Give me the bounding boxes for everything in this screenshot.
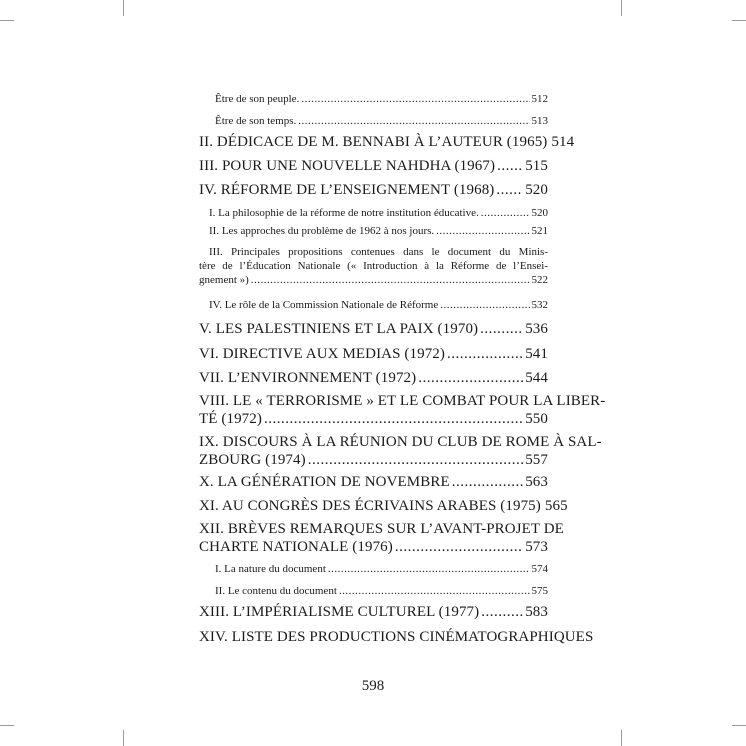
toc-entry [199,181,548,199]
crop-mark-top-left [123,0,124,16]
toc-page-number: 583 [525,604,548,620]
toc-page-number: 575 [531,585,548,597]
toc-entry-title: V. LES PALESTINIENS ET LA PAIX (1970) [199,321,479,337]
dot-leader [480,320,523,338]
toc-page-number: 550 [525,411,548,427]
toc-page-number: 521 [531,225,548,237]
toc-entry [199,206,548,220]
toc-entry-title: I. La philosophie de la réforme de notre institution éducative. [209,207,479,219]
toc-page-number: 512 [531,93,548,105]
toc-entry [199,497,568,515]
toc-entry-title: II. Le contenu du document [215,585,337,597]
crop-mark-right-bottom [732,725,746,726]
toc-entry [199,603,548,621]
crop-mark-right-top [732,20,746,21]
toc-entry [199,628,594,646]
crop-mark-top-right [621,0,622,16]
toc-entry-title: VII. L’ENVIRONNEMENT (1972) [199,370,417,386]
toc-entry-title: VI. DIRECTIVE AUX MEDIAS (1972) [199,346,445,362]
dot-leader [481,603,523,621]
toc-entry-title: XI. AU CONGRÈS DES ÉCRIVAINS ARABES (1975) [199,498,541,514]
dot-leader [298,114,529,128]
toc-page-number: 563 [525,474,548,490]
toc-entry-title-line: gnement ») [199,274,249,286]
dot-leader [264,410,523,428]
toc-page-number: 532 [531,299,548,311]
toc-entry [199,92,548,106]
toc-page-number: 574 [531,563,548,575]
dot-leader [301,92,529,106]
toc-page-number: 520 [525,182,548,198]
toc-entry-title: Être de son peuple. [215,93,300,105]
toc-entry [199,133,575,151]
toc-page-number: 573 [525,539,548,555]
crop-mark-left-top [0,20,14,21]
toc-entry-multiline [199,433,602,469]
toc-page-number: 515 [525,158,548,174]
dot-leader [328,562,530,576]
toc-entry-title: XIII. L’IMPÉRIALISME CULTUREL (1977) [199,604,480,620]
page-number: 598 [361,678,385,694]
toc-entry-title-line: TÉ (1972) [199,411,262,427]
toc-entry-title-line: IX. DISCOURS À LA RÉUNION DU CLUB DE ROME À SAL- [199,434,602,450]
toc-entry [199,320,548,338]
toc-page-number: 541 [525,346,548,362]
dot-leader [481,206,530,220]
toc-entry-title: II. DÉDICACE DE M. BENNABI À L’AUTEUR (1965) [199,134,548,150]
toc-page-number: 514 [551,134,575,150]
toc-page-number: 513 [531,115,548,127]
dot-leader [497,157,523,175]
toc-entry-title: IV. RÉFORME DE L’ENSEIGNEMENT (1968) [199,182,495,198]
dot-leader [452,473,523,491]
dot-leader [496,181,523,199]
toc-entry-title: Être de son temps. [215,115,297,127]
toc-entry [199,157,548,175]
dot-leader [339,584,530,598]
toc-entry [199,369,548,387]
toc-entry [199,224,548,238]
dot-leader [418,369,523,387]
toc-entry-multiline [199,520,564,556]
crop-mark-bottom-right [621,730,622,746]
toc-entry-multiline [199,392,606,428]
dot-leader [447,345,523,363]
toc-entry-title-line: XII. BRÈVES REMARQUES SUR L’AVANT-PROJET DE [199,521,564,537]
toc-entry-title-line: CHARTE NATIONALE (1976) [199,539,393,555]
toc-entry-title: XIV. LISTE DES PRODUCTIONS CINÉMATOGRAPHIQUES [199,629,594,645]
crop-mark-left-bottom [0,725,14,726]
toc-entry [199,298,548,312]
toc-entry [199,114,548,128]
toc-entry-title: II. Les approches du problème de 1962 à nos jours. [209,225,435,237]
toc-page-number: 565 [544,498,568,514]
toc-entry [199,473,548,491]
toc-entry-title: I. La nature du document [215,563,326,575]
toc-entry-title: III. POUR UNE NOUVELLE NAHDHA (1967) [199,158,496,174]
toc-page-number: 544 [525,370,548,386]
toc-entry-title-line: tère de l’Éducation Nationale (« Introduction à la Réforme de l’Ensei- [199,260,548,272]
toc-entry-title-line: ZBOURG (1974) [199,452,306,468]
toc-entry-title-line: III. Principales propositions contenues dans le document du Minis- [209,246,548,258]
toc-page-number: 522 [531,274,548,286]
dot-leader [436,224,529,238]
dot-leader [251,273,530,287]
toc-entry [199,562,548,576]
toc-entry [199,345,548,363]
dot-leader [440,298,529,312]
toc-page-number: 536 [525,321,548,337]
toc-entry-title: X. LA GÉNÉRATION DE NOVEMBRE [199,474,450,490]
toc-entry-title-line: VIII. LE « TERRORISME » ET LE COMBAT POUR LA LIBER- [199,393,606,409]
toc-page-number: 520 [531,207,548,219]
crop-mark-bottom-left [123,730,124,746]
toc-page-number: 557 [525,452,548,468]
dot-leader [395,538,523,556]
dot-leader [308,451,523,469]
toc-entry [199,584,548,598]
toc-entry-multiline [199,245,548,287]
toc-entry-title: IV. Le rôle de la Commission Nationale de Réforme [209,299,439,311]
